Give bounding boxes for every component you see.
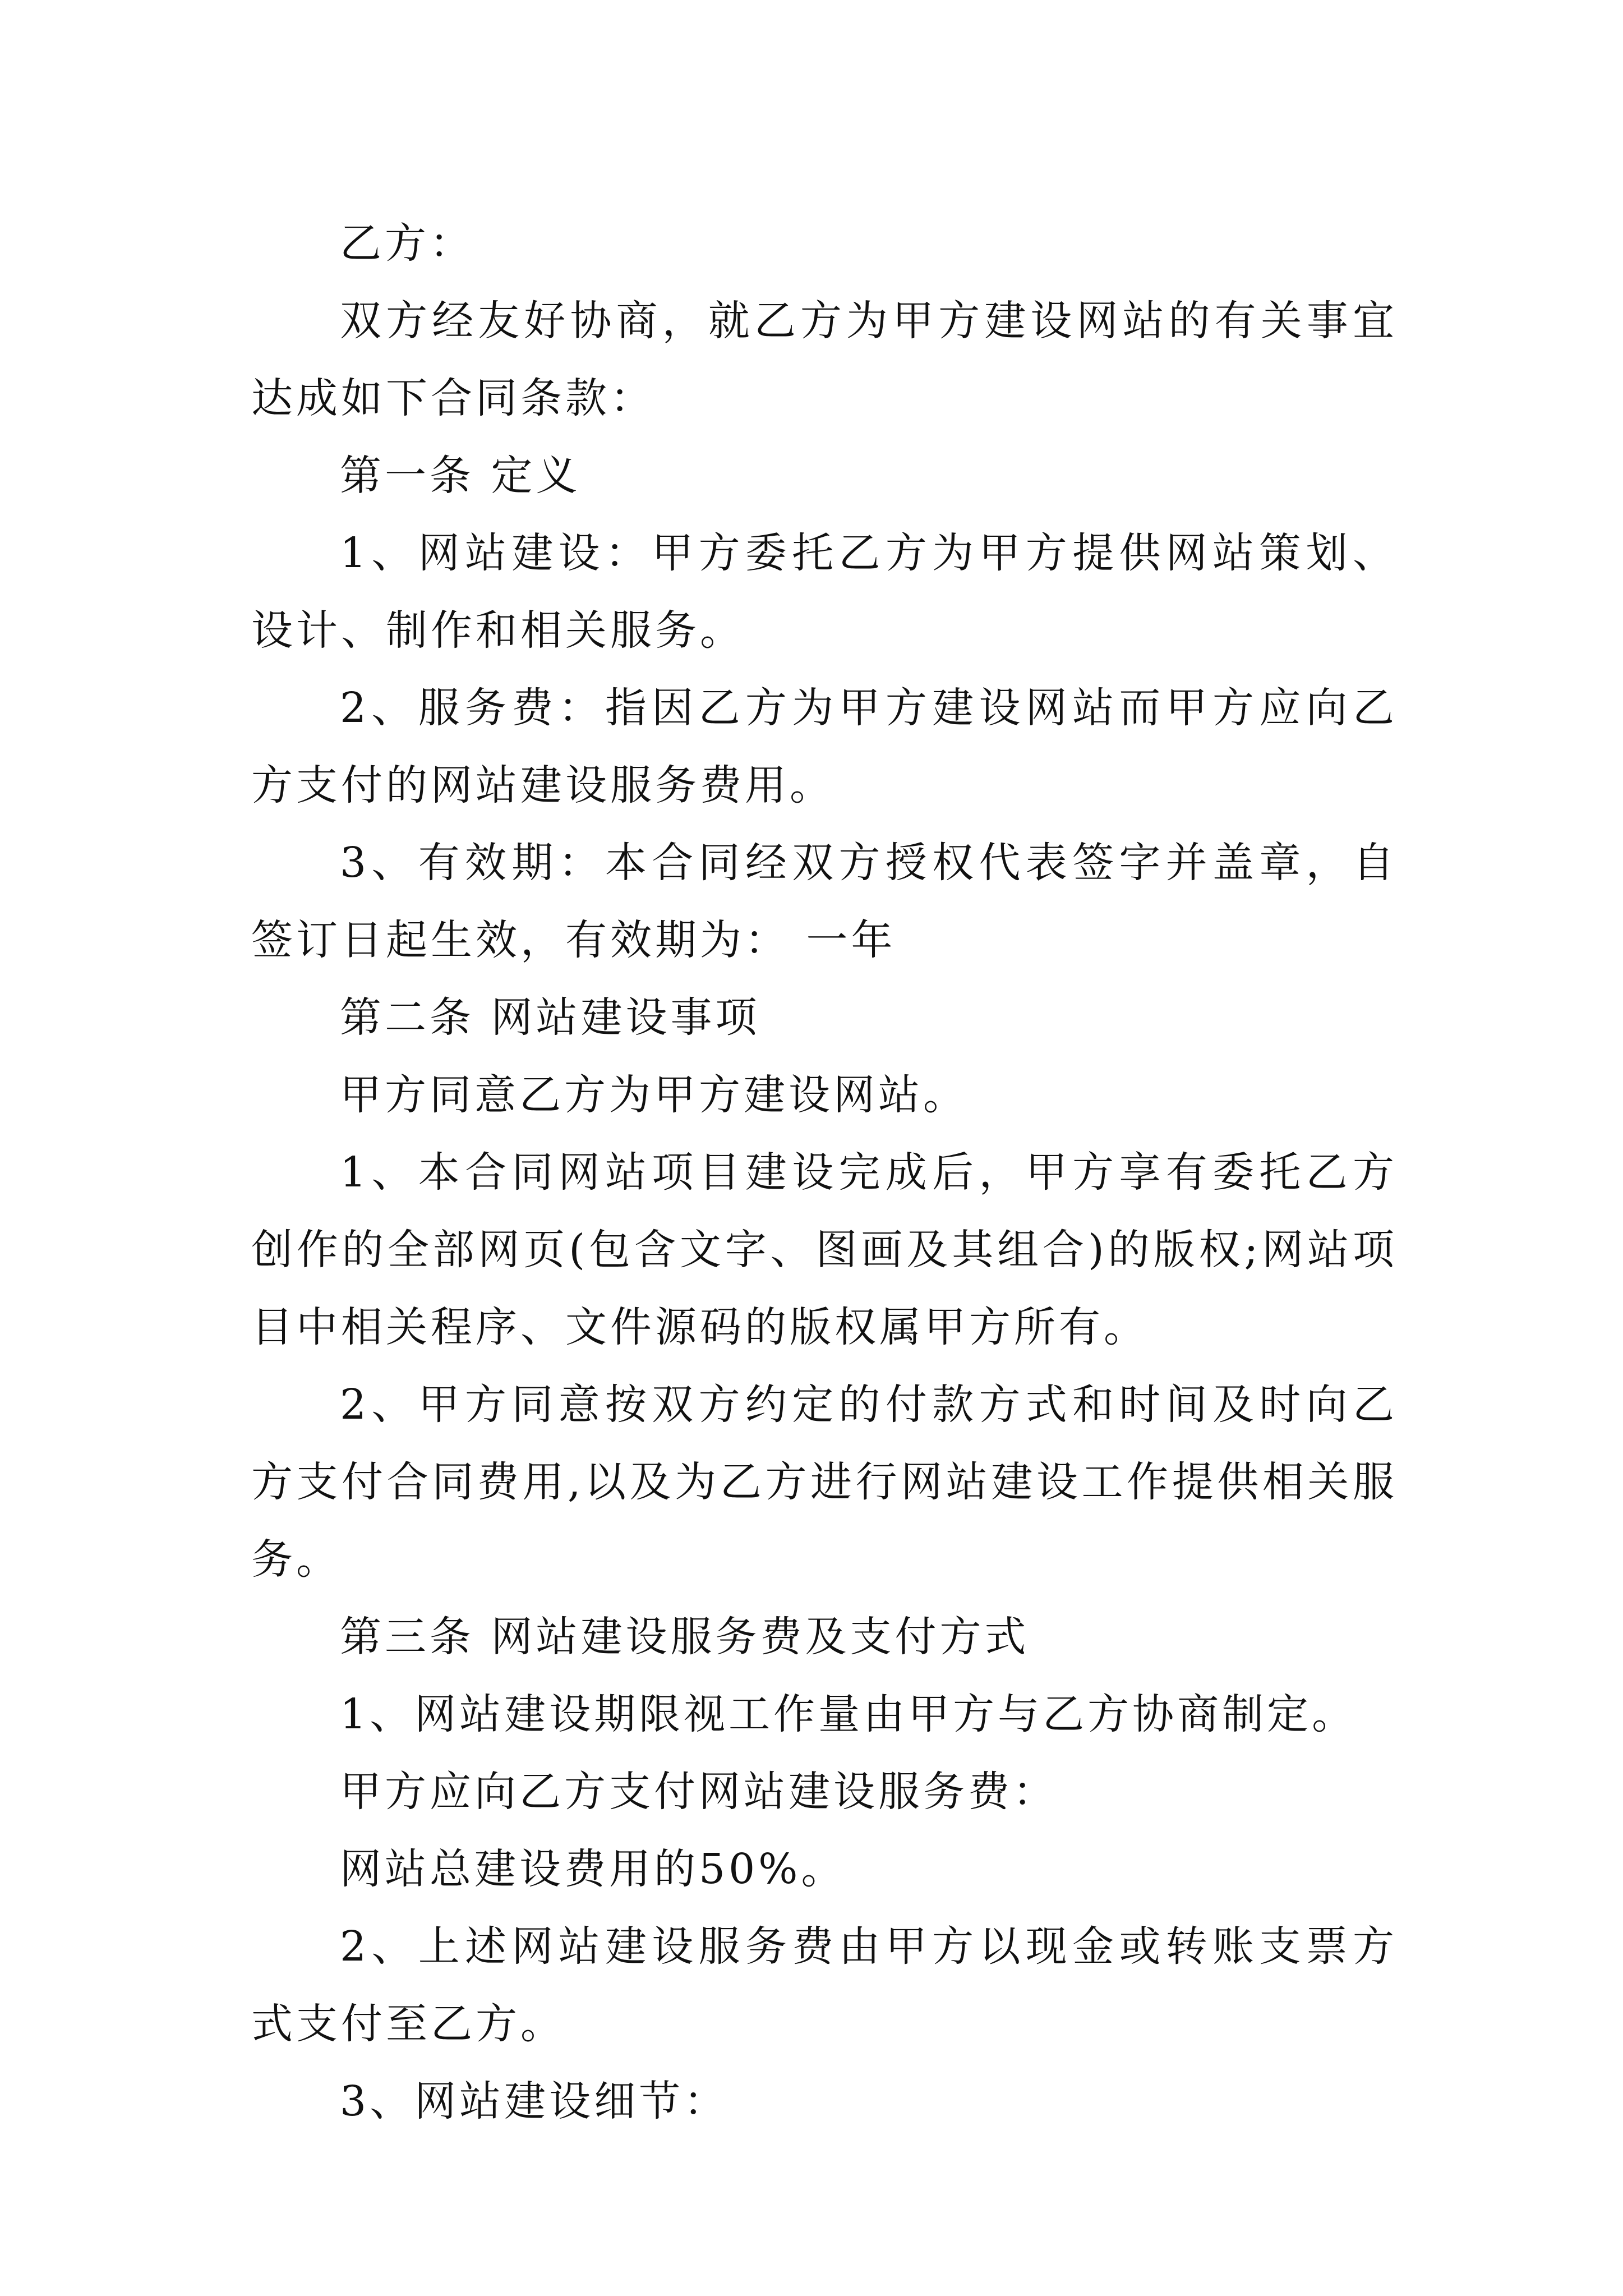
article-3-clause-1: 1、网站建设期限视工作量由甲方与乙方协商制定。 [340, 1690, 1357, 1738]
article-3-fee-line: 甲方应向乙方支付网站建设服务费： [340, 1768, 1058, 1816]
article-2-intro: 甲方同意乙方为甲方建设网站。 [340, 1071, 968, 1119]
article-3-clause-3: 3、网站建设细节： [340, 2077, 729, 2125]
article-1-clause-2: 2、服务费：指因乙方为甲方建设网站而甲方应向乙方支付的网站建设服务费用。 [251, 684, 1398, 809]
article-2-clause-1: 1、本合同网站项目建设完成后，甲方享有委托乙方创作的全部网页(包含文字、图画及其组合)的版权;网站项目中相关程序、文件源码的版权属甲方所有。 [251, 1148, 1398, 1351]
article-2-clause-2: 2、甲方同意按双方约定的付款方式和时间及时向乙方支付合同费用,以及为乙方进行网站建设工作提供相关服务。 [251, 1381, 1398, 1584]
article-2-heading: 第二条 网站建设事项 [340, 993, 760, 1042]
article-1-clause-1: 1、网站建设：甲方委托乙方为甲方提供网站策划、设计、制作和相关服务。 [251, 529, 1398, 655]
article-1-heading: 第一条 定义 [340, 452, 581, 500]
article-1-clause-3: 3、有效期：本合同经双方授权代表签字并盖章，自签订日起生效，有效期为： 一年 [251, 839, 1398, 964]
party-b-line: 乙方： [340, 219, 474, 268]
article-3-clause-2: 2、上述网站建设服务费由甲方以现金或转账支票方式支付至乙方。 [251, 1922, 1398, 2048]
article-3-fee-amount: 网站总建设费用的50%。 [340, 1845, 846, 1893]
document-page [251, 205, 1398, 2140]
intro-paragraph: 双方经友好协商，就乙方为甲方建设网站的有关事宜达成如下合同条款： [251, 297, 1398, 422]
article-3-heading: 第三条 网站建设服务费及支付方式 [340, 1613, 1030, 1661]
